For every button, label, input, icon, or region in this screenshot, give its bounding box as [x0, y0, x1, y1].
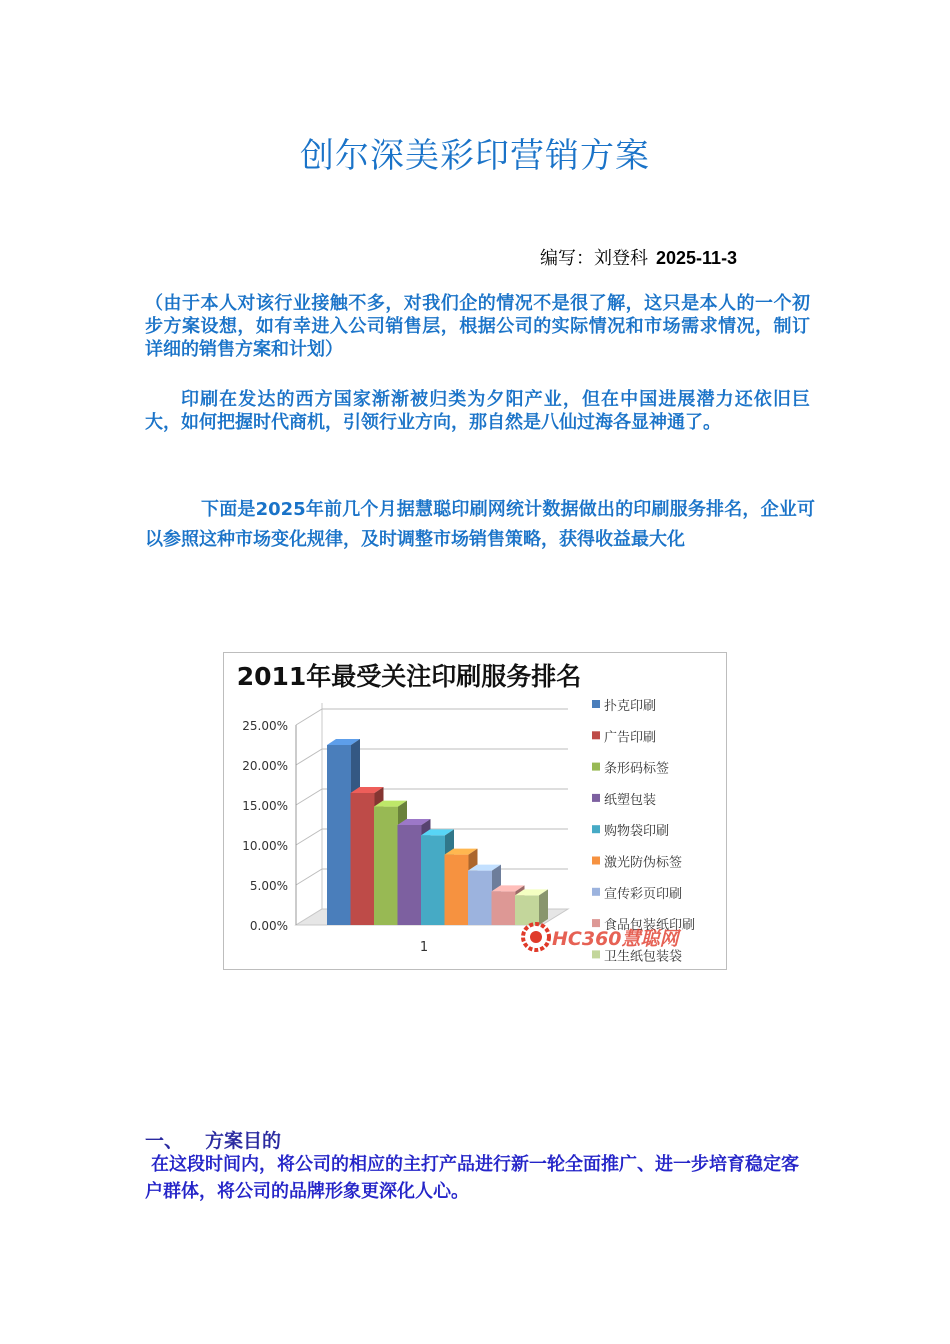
legend-swatch	[592, 763, 600, 771]
legend-swatch	[592, 700, 600, 708]
bar-front	[398, 825, 422, 925]
legend-label: 条形码标签	[604, 761, 670, 777]
bar-side	[539, 889, 548, 925]
legend-label: 纸塑包装	[604, 792, 657, 808]
bar-front	[515, 895, 539, 925]
legend-swatch	[592, 731, 600, 739]
y-tick-label: 0.00%	[249, 919, 288, 933]
watermark-logo	[523, 924, 682, 950]
legend-swatch	[592, 919, 600, 927]
legend-swatch	[592, 888, 600, 896]
watermark-text: HC360慧聪网	[552, 928, 679, 950]
legend-swatch	[592, 857, 600, 865]
bar-front	[468, 871, 492, 925]
bar-front	[351, 793, 375, 925]
legend-swatch	[592, 825, 600, 833]
author-line	[540, 244, 737, 270]
legend-label: 扑克印刷	[604, 699, 657, 714]
legend-label: 卫生纸包装袋	[604, 949, 683, 965]
y-tick-label: 10.00%	[242, 839, 288, 853]
section-1-body: 在这段时间内，将公司的相应的主打产品进行新一轮全面推广、进一步培育稳定客户群体，将公司的品牌形象更深化人心。	[145, 1154, 799, 1202]
legend-label: 激光防伪标签	[604, 855, 683, 871]
bar-front	[445, 855, 469, 925]
ranking-chart	[224, 653, 726, 969]
document-title: 创尔深美彩印营销方案	[300, 136, 650, 176]
section-1-title: 方案目的	[205, 1130, 282, 1152]
legend-label: 广告印刷	[604, 730, 657, 746]
bar-front	[327, 745, 351, 925]
y-tick-label: 20.00%	[242, 759, 288, 773]
x-tick-label: 1	[419, 940, 429, 955]
chart-title: 2011年最受关注印刷服务排名	[236, 662, 582, 691]
gridline	[296, 709, 568, 725]
y-tick-label: 25.00%	[242, 719, 288, 733]
bar-front	[374, 807, 398, 925]
bar-front	[492, 891, 516, 925]
legend-swatch	[592, 794, 600, 802]
y-tick-label: 15.00%	[242, 799, 288, 813]
legend-label: 宣传彩页印刷	[604, 886, 683, 902]
section-1-number: 一、	[145, 1130, 184, 1152]
background-paragraph: 印刷在发达的西方国家渐渐被归类为夕阳产业，但在中国进展潜力还依旧巨大，如何把握时代商机，引领行业方向，那自然是八仙过海各显神通了。	[145, 389, 810, 433]
y-tick-label: 5.00%	[249, 879, 288, 893]
legend-label: 购物袋印刷	[604, 824, 670, 840]
legend-label: 食品包装纸印刷	[604, 918, 696, 934]
chart-intro-paragraph: 下面是2025年前几个月据慧聪印刷网统计数据做出的印刷服务排名，企业可以参照这种市场变化规律，及时调整市场销售策略，获得收益最大化	[145, 499, 815, 550]
section-1-heading	[145, 1126, 281, 1153]
chart-figure	[223, 652, 727, 970]
author-label: 编写：刘登科	[540, 248, 648, 269]
bar-front	[421, 835, 445, 925]
legend-swatch	[592, 950, 600, 958]
document-date: 2025-11-3	[656, 248, 738, 268]
intro-note: （由于本人对该行业接触不多，对我们企的情况不是很了解，这只是本人的一个初步方案设想，如有幸进入公司销售层，根据公司的实际情况和市场需求情况，制订详细的销售方案和计划）	[145, 293, 810, 360]
bar-9	[515, 889, 548, 925]
